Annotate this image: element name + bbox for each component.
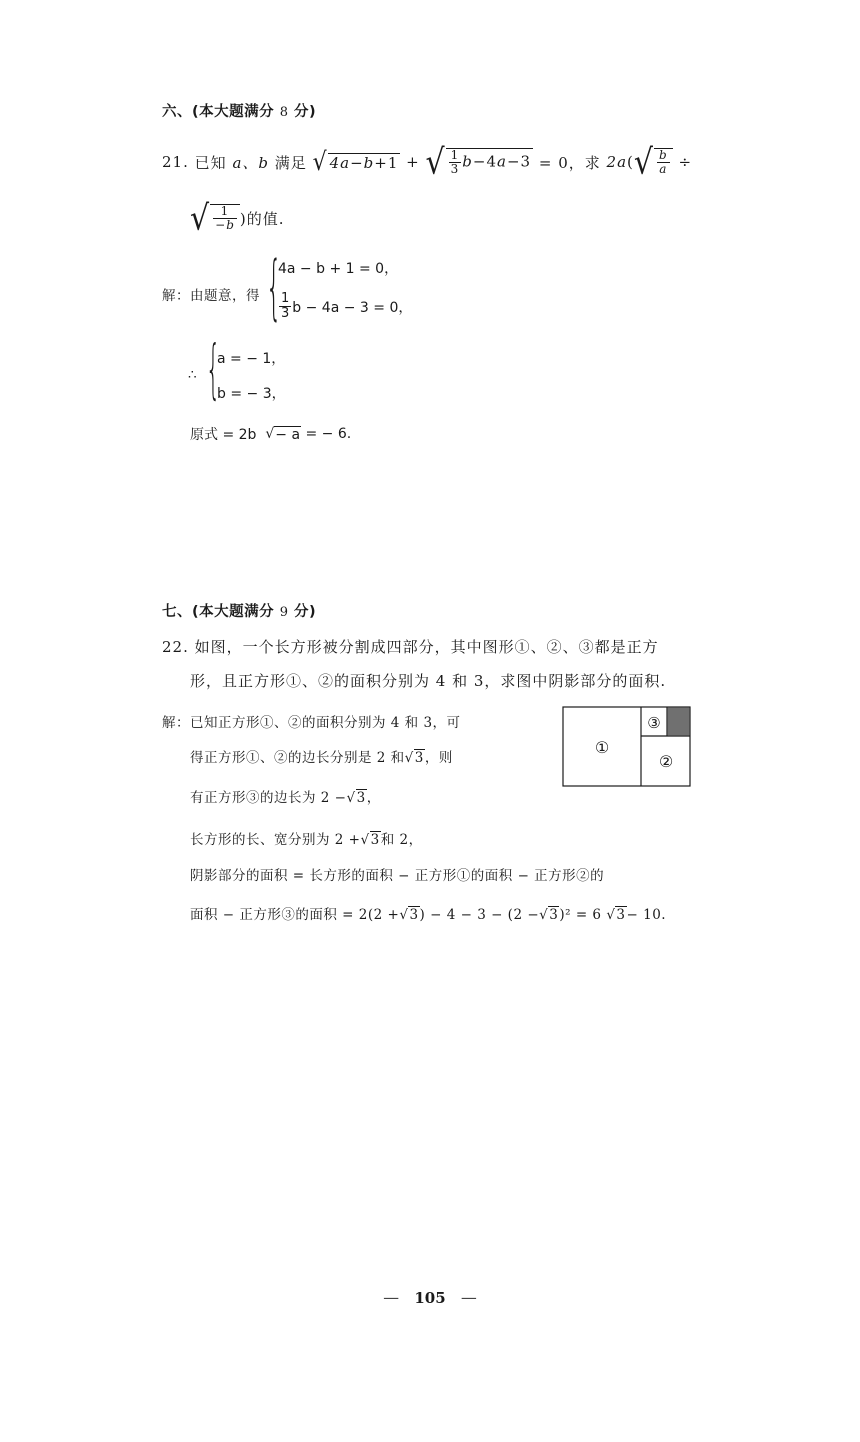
footer-dash-left: — — [383, 1288, 400, 1307]
heading-points: 9 — [279, 605, 289, 620]
line-part-c: )² = 6 — [559, 907, 602, 923]
system-eq-2: $\frac{1}{3}$ b − 4a − 3 = 0， — [281, 291, 413, 322]
square-2-label: ② — [658, 752, 674, 771]
final-suffix: = − 6. — [305, 426, 352, 442]
radical-4: √ $\frac{1}{-b}$ — [190, 201, 240, 236]
line-part-a: 面积 − 正方形③的面积 = 2(2 + — [190, 907, 400, 923]
eq2-text: b − 4a − 3 = 0， — [292, 299, 413, 316]
line-text: 有正方形③的边长为 2 − — [190, 790, 347, 806]
question-value-word: )的值. — [239, 209, 285, 228]
footer-dash-right: — — [460, 1288, 477, 1307]
question-21-line-1: 21. 已知 a、b 满足 √ 4a−b+1 + √ $\frac{1}{3}$ b−4a−3 = 0，求 2a ( √ $\frac{b}{a}$ ÷ — [162, 141, 693, 183]
final-prefix: 原式 = 2b — [190, 427, 257, 443]
line-part-b: ) − 4 − 3 − (2 − — [419, 907, 540, 923]
solution-22-line-3: 有正方形③的边长为 2 −√3， — [190, 790, 381, 806]
square-1-label: ① — [594, 738, 610, 757]
ask-prefix: 2a — [606, 153, 628, 171]
solution-22-line-1: 解：已知正方形①、②的面积分别为 4 和 3，可 — [162, 715, 461, 731]
line-part-d: − 10. — [626, 907, 667, 923]
section-7-heading — [162, 600, 316, 621]
solution-22-line-5: 阴影部分的面积 = 长方形的面积 − 正方形①的面积 − 正方形②的 — [190, 868, 605, 884]
page-footer — [0, 1288, 860, 1307]
system-brace-1: { — [266, 246, 282, 328]
heading-text: 六、(本大题满分 — [162, 104, 275, 120]
question-intro: 已知 — [194, 153, 227, 172]
line-text-end: ， — [366, 790, 381, 806]
line-text: 得正方形①、②的边长分别是 2 和 — [190, 750, 405, 766]
heading-points: 8 — [279, 105, 289, 120]
line-text: 长方形的长、宽分别为 2 + — [190, 832, 361, 848]
result-a: a = − 1， — [217, 351, 286, 367]
question-21-line-2 — [190, 196, 285, 240]
square-3-label: ③ — [647, 714, 661, 732]
shaded-region — [668, 708, 690, 736]
question-vars: a、b — [232, 153, 269, 172]
system-eq-1 — [278, 258, 398, 278]
solution-22-line-2: 得正方形①、②的边长分别是 2 和√3，则 — [190, 750, 453, 766]
result-b: b = − 3， — [217, 386, 286, 402]
system-brace-2: { — [206, 333, 221, 407]
line-text-end: 和 2， — [380, 832, 423, 848]
final-answer-21: 原式 = 2b √ − a = − 6. — [190, 426, 352, 443]
radical-1: √ 4a−b+1 — [312, 147, 399, 177]
heading-text-end: 分) — [294, 104, 317, 120]
page-number: 105 — [414, 1289, 446, 1307]
question-condition-word: 满足 — [274, 153, 307, 172]
solution-22-line-6: 面积 − 正方形③的面积 = 2(2 +√3) − 4 − 3 − (2 −√3)² = 6 √3− 10. — [190, 907, 667, 923]
rectangle-diagram — [562, 706, 692, 788]
question-22-line-2: 形，且正方形①、②的面积分别为 4 和 3，求图中阴影部分的面积. — [190, 672, 667, 690]
section-6-heading — [162, 100, 316, 121]
solution-22-line-4: 长方形的长、宽分别为 2 +√3和 2， — [190, 832, 423, 848]
question-equals-zero: = 0，求 — [538, 153, 601, 172]
question-22-line-1: 22. 如图，一个长方形被分割成四部分，其中图形①、②、③都是正方 — [162, 638, 659, 656]
radical-3: √ $\frac{b}{a}$ — [634, 145, 673, 180]
radical-2: √ $\frac{1}{3}$ b−4a−3 — [425, 141, 532, 183]
line-text-end: ，则 — [424, 750, 453, 766]
question-number: 21. — [162, 153, 189, 171]
eq1-text: 4a − b + 1 = 0， — [278, 261, 399, 277]
solution-21-label: 解：由题意，得 — [162, 288, 260, 304]
heading-text: 七、(本大题满分 — [162, 604, 275, 620]
therefore-symbol: ∴ — [188, 367, 198, 383]
heading-text-end: 分) — [294, 604, 317, 620]
final-radicand: − a — [275, 426, 301, 443]
